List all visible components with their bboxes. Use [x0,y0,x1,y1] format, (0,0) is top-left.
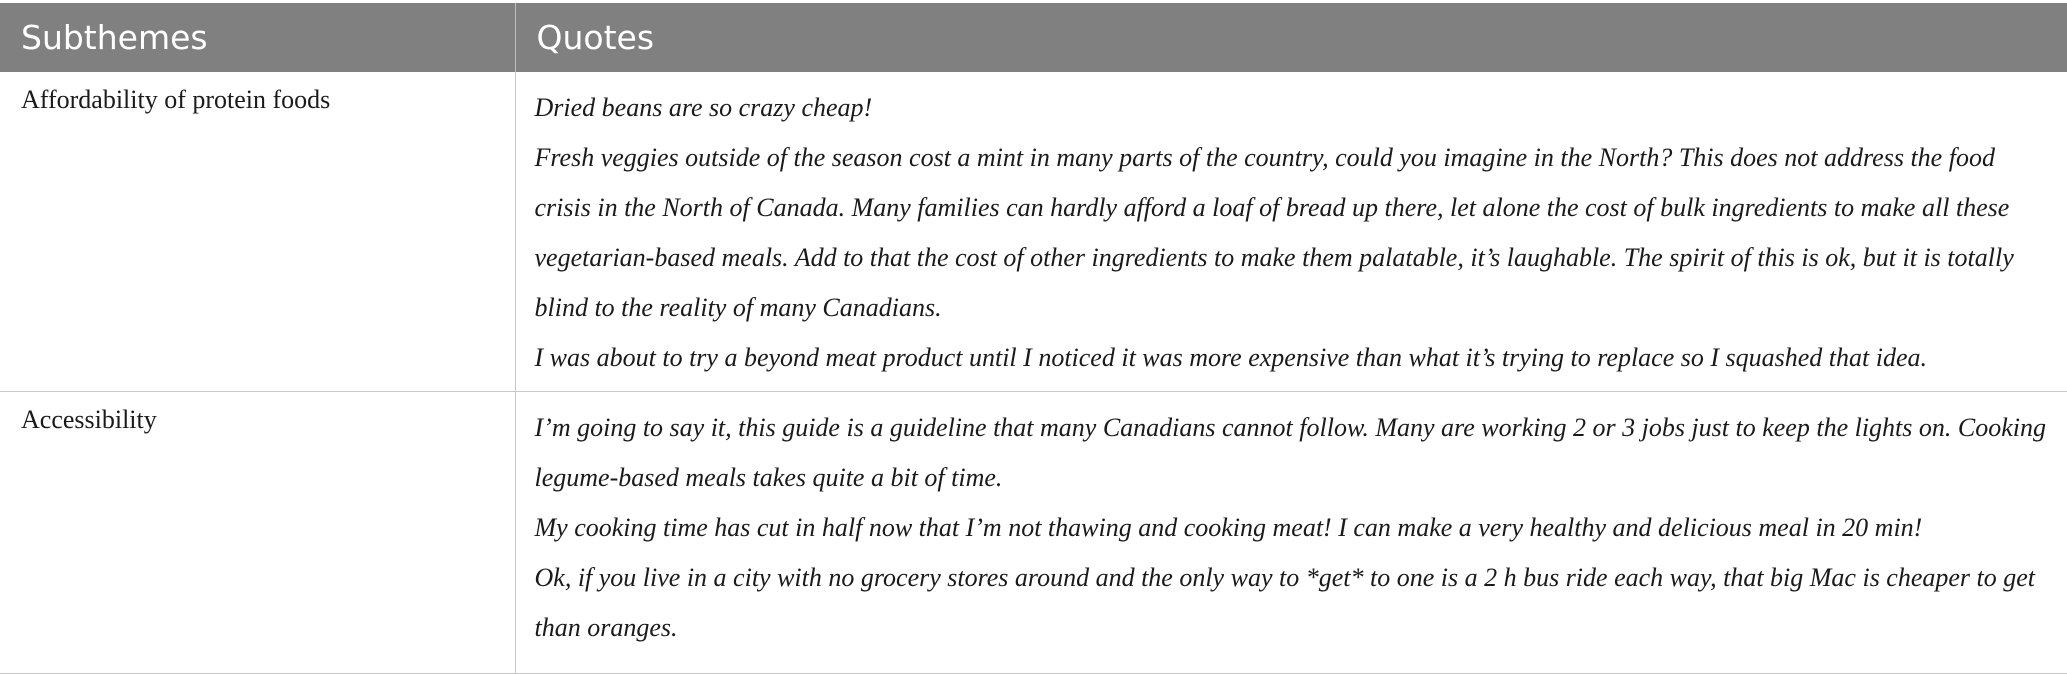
table-row [0,72,2067,392]
quote: Dried beans are so crazy cheap! [534,93,873,122]
header-quotes: Quotes [515,3,2067,72]
quotes-cell [515,392,2067,674]
quote: My cooking time has cut in half now that I’m not thawing and cooking meat! I can make a very healthy and delicious meal in 20 min! [534,513,1923,542]
subthemes-quotes-table [0,3,2067,674]
quote: I was about to try a beyond meat product until I noticed it was more expensive than what it’s trying to replace so I squashed that idea. [534,343,1928,372]
quote: I’m going to say it, this guide is a guideline that many Canadians cannot follow. Many are working 2 or 3 jobs just to keep the lights on. Cooking legume-based meals takes quite a bit of time. [534,413,2047,492]
header-subthemes: Subthemes [0,3,515,72]
quotes-cell [515,72,2067,392]
subtheme-cell: Affordability of protein foods [0,72,515,392]
subtheme-cell: Accessibility [0,392,515,674]
quote: Fresh veggies outside of the season cost a mint in many parts of the country, could you imagine in the North? This does not address the food crisis in the North of Canada. Many families can hardly afford a loaf of bread up there, let alone the cost of bulk ingredients to make all these vegetarian-based meals. Add to that the cost of other ingredients to make them palatable, it’s laughable. The spirit of this is ok, but it is totally blind to the reality of many Canadians. [534,143,2014,322]
header-row [0,3,2067,72]
quote: Ok, if you live in a city with no grocery stores around and the only way to *get* to one is a 2 h bus ride each way, that big Mac is cheaper to get than oranges. [534,563,2036,642]
table-row [0,392,2067,674]
